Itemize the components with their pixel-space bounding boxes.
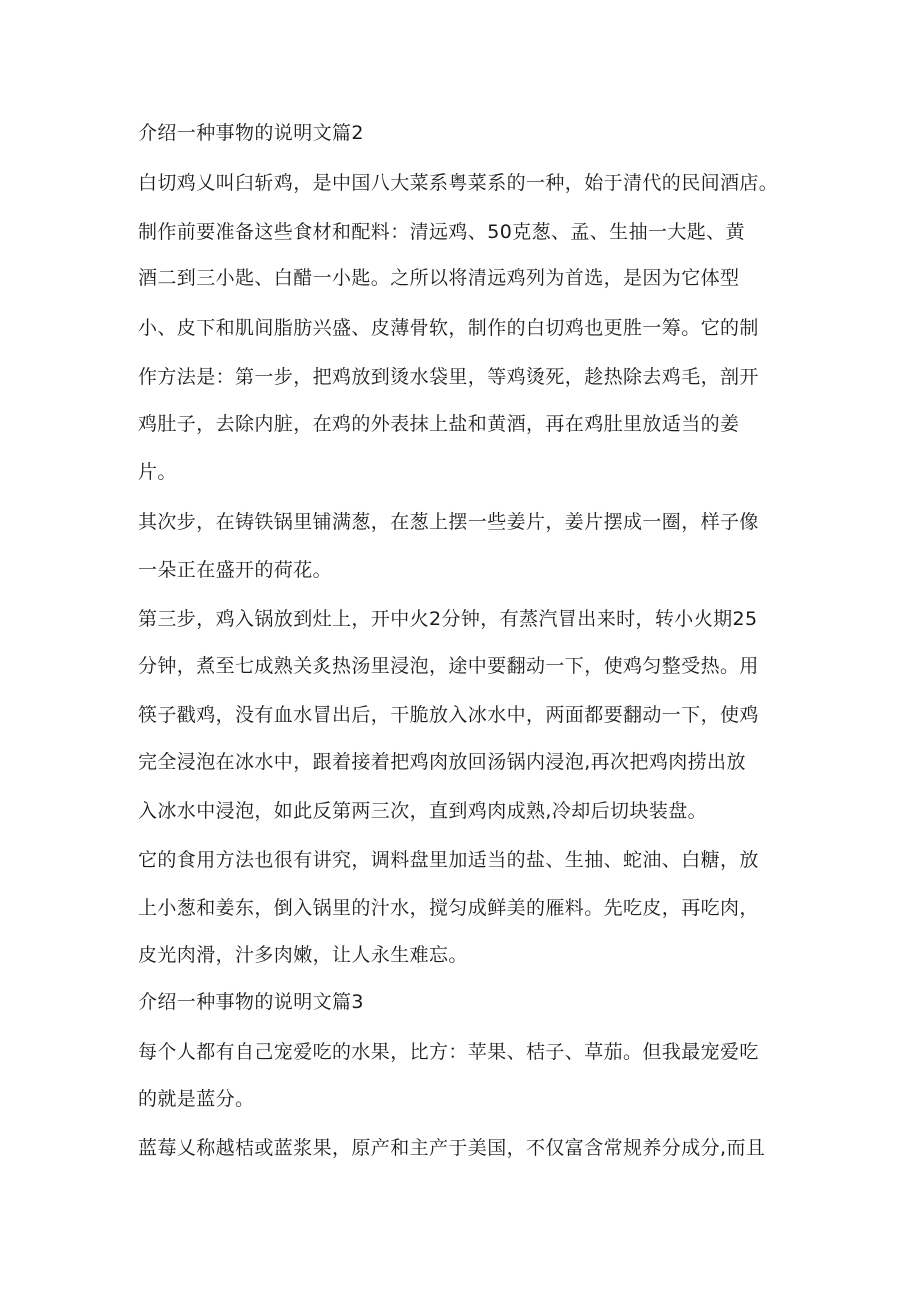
text-line: 蓝莓乂称越桔或蓝浆果，原产和主产于美国，不仅富含常规养分成分,而且 [138,1137,766,1159]
text-line: 入冰水中浸泡，如此反第两三次，直到鸡肉成熟,冷却后切块装盘。 [138,800,708,822]
text-line: 制作前要准备这些食材和配料：清远鸡、50克葱、孟、生抽一大匙、黄 [138,221,745,243]
text-line: 它的食用方法也很有讲究，调料盘里加适当的盐、生抽、蛇油、白糖，放 [138,849,759,871]
text-line: 酒二到三小匙、白醋一小匙。之所以将清远鸡列为首选，是因为它体型 [138,267,740,289]
text-line: 筷子戳鸡，没有血水冒出后，干脆放入冰水中，两面都要翻动一下，使鸡 [138,704,759,726]
text-line: 片。 [138,461,177,483]
text-line: 第三步，鸡入锅放到灶上，开中火2分钟，有蒸汽冒出来时，转小火期25 [138,608,758,630]
text-line: 其次步，在铸铁锅里铺满葱，在葱上摆一些姜片，姜片摆成一圈，样子像 [138,511,759,533]
text-line: 鸡肚子，去除内脏，在鸡的外表抹上盐和黄酒，再在鸡肚里放适当的姜 [138,413,740,435]
text-line: 每个人都有自己宠爱吃的水果，比方：苹果、桔子、草茄。但我最宠爱吃 [138,1041,759,1063]
heading-article-3: 介绍一种事物的说明文篇3 [138,991,364,1013]
text-line: 小、皮下和肌间脂肪兴盛、皮薄骨软，制作的白切鸡也更胜一筹。它的制 [138,317,759,339]
heading-article-2: 介绍一种事物的说明文篇2 [138,122,364,144]
text-line: 一朵正在盛开的荷花。 [138,559,333,581]
text-line: 上小葱和姜东，倒入锅里的汁水，搅匀成鲜美的雁料。先吃皮，再吃肉， [138,897,759,919]
text-line: 的就是蓝分。 [138,1088,255,1110]
text-line: 分钟，煮至七成熟关炙热汤里浸泡，途中要翻动一下，使鸡匀整受热。用 [138,655,759,677]
text-line: 完全浸泡在冰水中，跟着接着把鸡肉放回汤锅内浸泡,再次把鸡肉捞出放 [138,751,746,773]
text-line: 白切鸡乂叫臼斩鸡，是中国八大菜系粤菜系的一种，始于清代的民间酒店。 [138,172,779,194]
text-line: 皮光肉滑，汁多肉嫩，让人永生难忘。 [138,944,468,966]
text-line: 作方法是：第一步，把鸡放到烫水袋里，等鸡烫死，趁热除去鸡毛，剖开 [138,366,759,388]
